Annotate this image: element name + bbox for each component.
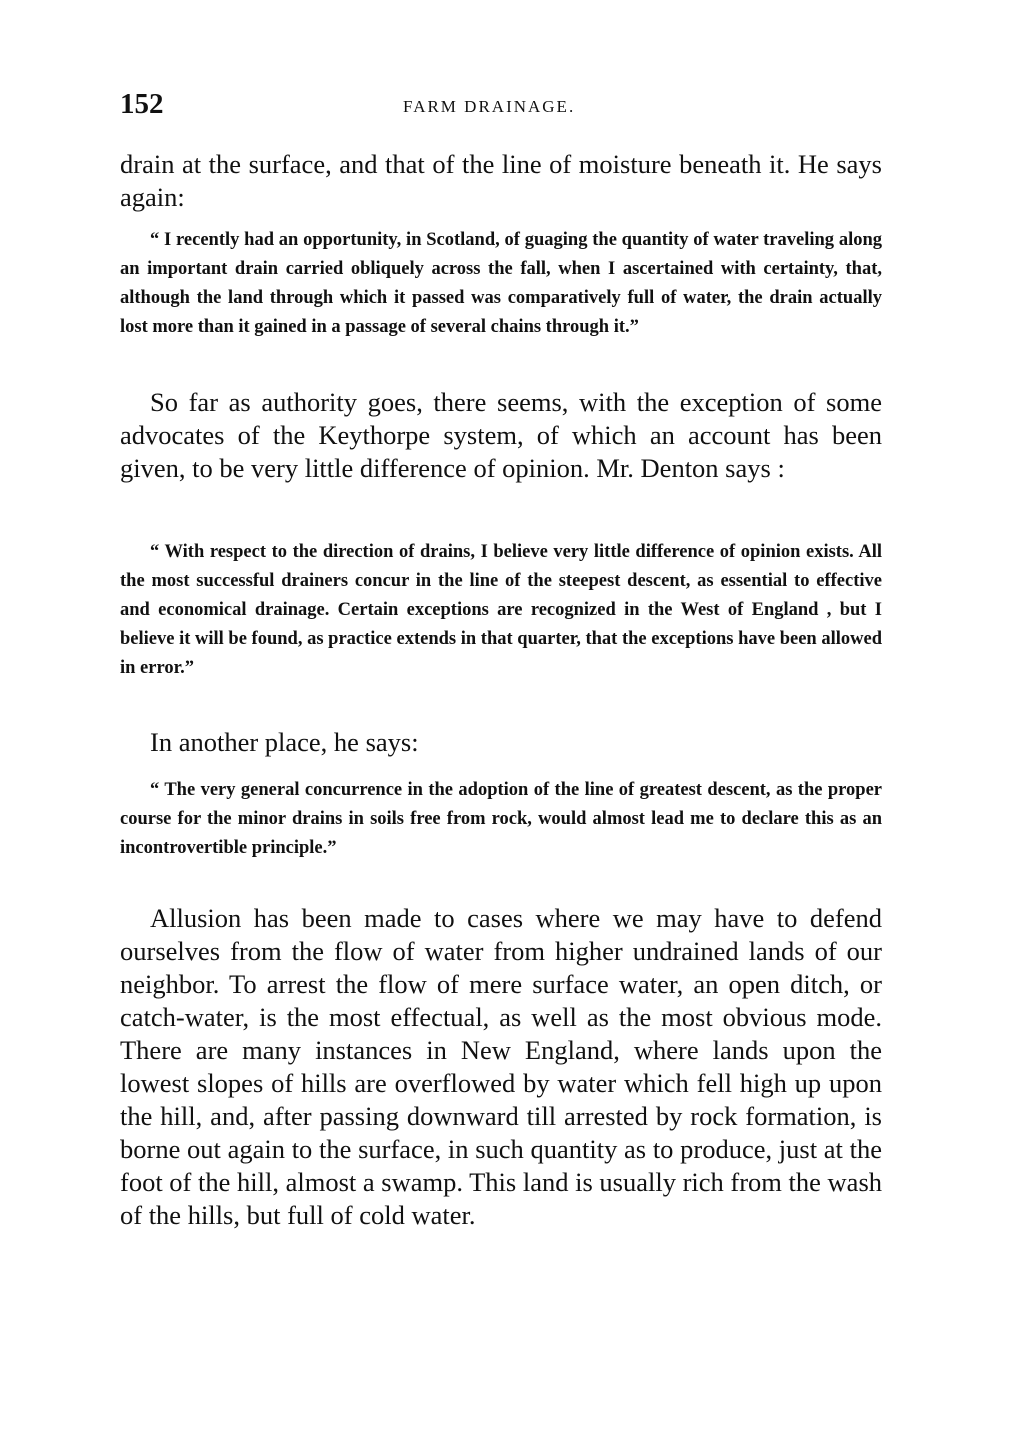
block-quote-scotland: “ I recently had an opportunity, in Scotland, of guaging the quantity of water traveling along an important drain carried obliquely across the fall, when I ascertained with certainty, that, although the land through which it passed was comparatively full of water, the drain actually lost more than it gained in a passage of several chains through it.” [120, 230, 882, 337]
block-quote-denton: “ With respect to the direction of drains, I believe very little difference of opinion exists. All the most successful drainers concur in the line of the steepest descent, as essential to effective and economical drainage. Certain exceptions are recognized in the West of England , but I believe it will be found, as practice extends in that quarter, that the exceptions have been allowed in error.” [120, 542, 882, 678]
running-title: FARM DRAINAGE. [403, 97, 576, 116]
paragraph-continuation: drain at the surface, and that of the line of moisture beneath it. He says again: [120, 149, 882, 212]
paragraph-authority: So far as authority goes, there seems, with the exception of some advocates of the Keythorpe system, of which an account has been given, to be very little difference of opinion. Mr. Denton says : [120, 387, 882, 483]
running-head [120, 88, 890, 124]
page-number: 152 [120, 88, 164, 120]
block-quote-concurrence: “ The very general concurrence in the adoption of the line of greatest descent, as the proper course for the minor drains in soils free from rock, would almost lead me to declare this as an incontrovertible principle.” [120, 780, 882, 858]
paragraph-allusion: Allusion has been made to cases where we may have to defend ourselves from the flow of water from higher undrained lands of our neighbor. To arrest the flow of mere surface water, an open ditch, or catch-water, is the most effectual, as well as the most obvious mode. There are many instances in New England, where lands upon the lowest slopes of hills are overflowed by water which fell high up upon the hill, and, after passing downward till arrested by rock formation, is borne out again to the surface, in such quantity as to produce, just at the foot of the hill, almost a swamp. This land is usually rich from the wash of the hills, but full of cold water. [120, 903, 883, 1230]
paragraph-another-place: In another place, he says: [150, 727, 419, 757]
